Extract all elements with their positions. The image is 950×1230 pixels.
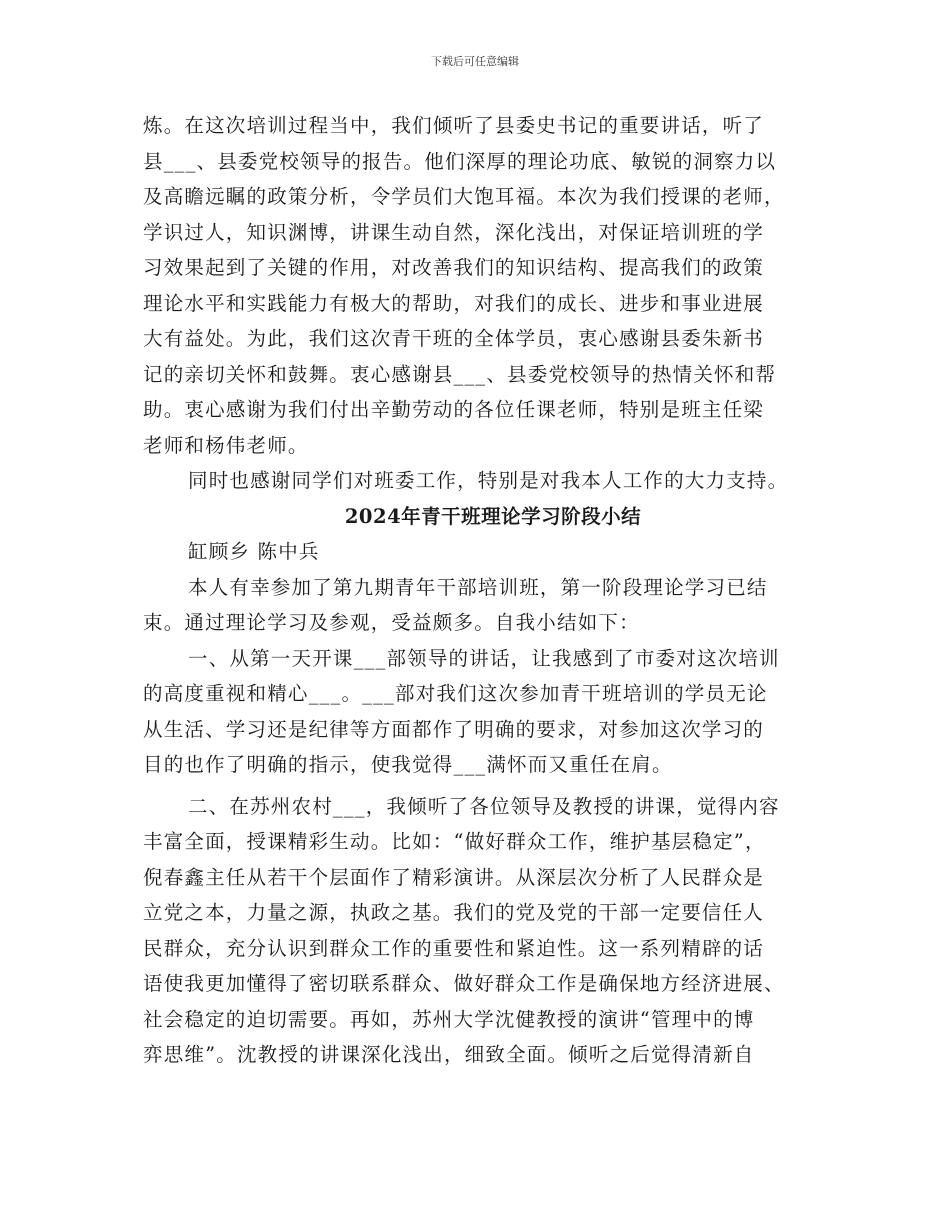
document-body [143,108,823,1073]
paragraph-line: 学识过人，知识渊博，讲课生动自然，深化浅出，对保证培训班的学 [143,220,765,244]
paragraph-line: 老师和杨伟老师。 [143,433,309,457]
paragraph-line: 弈思维”。沈教授的讲课深化浅出，细致全面。倾听之后觉得清新自 [143,1043,755,1066]
paragraph-line: 倪春鑫主任从若干个层面作了精彩演讲。从深层次分析了人民群众是 [143,865,765,889]
paragraph-line: 目的也作了明确的指示，使我觉得___满怀而又重任在肩。 [143,753,673,776]
paragraph-line: 同时也感谢同学们对班委工作，特别是对我本人工作的大力支持。 [188,469,789,492]
paragraph-line: 的高度重视和精心___。___部对我们这次参加青干班培训的学员无论 [143,682,768,705]
paragraph-line: 本人有幸参加了第九期青年干部培训班，第一阶段理论学习已结 [188,575,768,599]
paragraph-line: 县___、县委党校领导的报告。他们深厚的理论功底、敏锐的洞察力以 [143,149,777,173]
paragraph-line: 二、在苏州农村___，我倾听了各位领导及教授的讲课，觉得内容 [188,794,780,818]
paragraph-line: 民群众，充分认识到群众工作的重要性和紧迫性。这一系列精辟的话 [143,936,765,960]
paragraph-line: 从生活、学习还是纪律等方面都作了明确的要求，对参加这次学习的 [143,717,765,741]
page-header: 下载后可任意编辑 [431,55,519,68]
paragraph-line: 习效果起到了关键的作用，对改善我们的知识结构、提高我们的政策 [143,256,765,279]
paragraph-line: 语使我更加懂得了密切联系群众、做好群众工作是确保地方经济进展、 [143,972,785,995]
paragraph-line: 及高瞻远瞩的政策分析，令学员们大饱耳福。本次为我们授课的老师， [143,185,785,208]
paragraph-line: 理论水平和实践能力有极大的帮助，对我们的成长、进步和事业进展 [143,291,765,315]
paragraph-line: 丰富全面，授课精彩生动。比如：“做好群众工作，维护基层稳定”， [143,830,766,853]
paragraph-line: 记的亲切关怀和鼓舞。衷心感谢县___、县委党校领导的热情关怀和帮 [143,362,777,386]
paragraph-line: 束。通过理论学习及参观，受益颇多。自我小结如下： [143,611,640,634]
paragraph-line: 立党之本，力量之源，执政之基。我们的党及党的干部一定要信任人 [143,901,765,924]
paragraph-line: 炼。在这次培训过程当中，我们倾听了县委史书记的重要讲话，听了 [143,114,765,137]
paragraph-line: 一、从第一天开课___部领导的讲话，让我感到了市委对这次培训 [188,646,780,670]
author-line: 缸顾乡 陈中兵 [188,540,320,563]
section-title: 2024年青干班理论学习阶段小结 [344,504,642,528]
paragraph-line: 助。衷心感谢为我们付出辛勤劳动的各位任课老师，特别是班主任梁 [143,398,765,421]
paragraph-line: 社会稳定的迫切需要。再如，苏州大学沈健教授的演讲“管理中的博 [143,1007,755,1031]
paragraph-line: 大有益处。为此，我们这次青干班的全体学员，衷心感谢县委朱新书 [143,327,765,350]
